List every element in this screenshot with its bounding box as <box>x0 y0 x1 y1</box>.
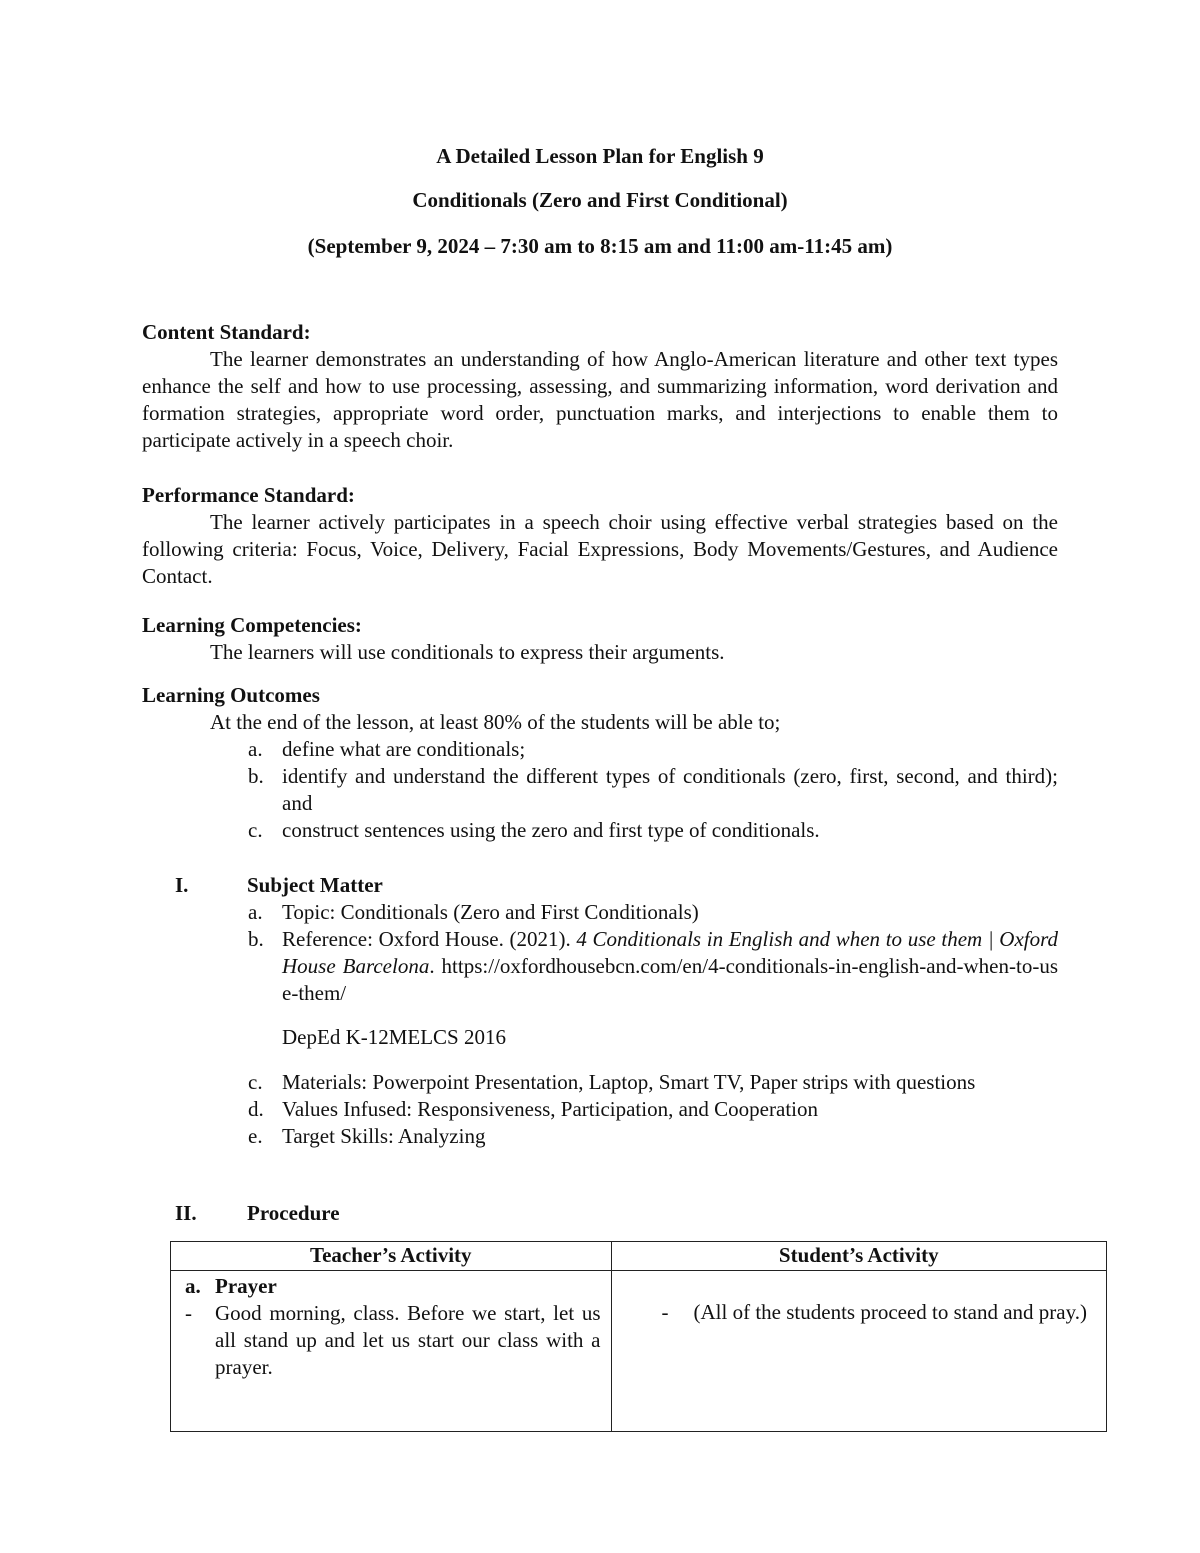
skills-text: Target Skills: Analyzing <box>282 1124 486 1148</box>
teacher-activity-cell <box>171 1271 612 1432</box>
dash-marker: - <box>661 1300 669 1324</box>
student-response <box>652 1299 1096 1326</box>
performance-standard-heading: Performance Standard: <box>142 483 355 507</box>
subject-reference <box>142 926 1058 1007</box>
outcome-marker: a. <box>248 737 263 761</box>
item-marker: d. <box>248 1097 264 1121</box>
section-number: II. <box>175 1201 197 1225</box>
materials-text: Materials: Powerpoint Presentation, Laptop, Smart TV, Paper strips with questions <box>282 1070 976 1094</box>
subject-matter-list <box>142 899 1058 1150</box>
learning-outcomes-intro: At the end of the lesson, at least 80% of the students will be able to; <box>210 710 781 734</box>
section-number: I. <box>175 873 189 897</box>
performance-standard-section <box>142 482 1058 590</box>
content-standard-heading: Content Standard: <box>142 320 311 344</box>
learning-outcomes-section <box>142 682 1058 844</box>
item-marker: c. <box>248 1070 263 1094</box>
section-label: Subject Matter <box>247 873 383 897</box>
teacher-activity-header: Teacher’s Activity <box>171 1242 612 1271</box>
reference-title: 4 Conditionals in English and when to use them | Oxford House Barcelona <box>282 927 1059 978</box>
table-row <box>171 1271 1107 1432</box>
outcome-item <box>142 817 1058 844</box>
table-header-row <box>171 1242 1107 1271</box>
learning-competencies-heading: Learning Competencies: <box>142 613 362 637</box>
teacher-text: Good morning, class. Before we start, let us all stand up and let us start our class with a prayer. <box>215 1301 601 1379</box>
section-label: Procedure <box>247 1201 340 1225</box>
outcome-marker: c. <box>248 818 263 842</box>
reference-link[interactable]: . https://oxfordhousebcn.com/en/4-conditionals-in-english-and-when-to-use-them/ <box>282 954 1058 1005</box>
learning-outcomes-heading: Learning Outcomes <box>142 683 320 707</box>
document-subtitle: Conditionals (Zero and First Conditional) <box>412 188 788 212</box>
dash-marker: - <box>185 1301 192 1325</box>
document-title: A Detailed Lesson Plan for English 9 <box>436 144 764 168</box>
student-text: (All of the students proceed to stand and pray.) <box>693 1300 1087 1324</box>
learning-competencies-text: The learners will use conditionals to express their arguments. <box>210 640 725 664</box>
step-marker: a. <box>185 1274 201 1298</box>
reference-extra-text: DepEd K-12MELCS 2016 <box>282 1025 506 1049</box>
outcome-text: identify and understand the different types of conditionals (zero, first, second, and third); and <box>282 764 1058 815</box>
procedure-table <box>170 1241 1107 1432</box>
performance-standard-text: The learner actively participates in a speech choir using effective verbal strategies based on the following criteria: Focus, Voice, Delivery, Facial Expressions, Body Movements/Gestures, and Audience Contact. <box>142 510 1058 588</box>
student-activity-cell <box>611 1271 1106 1432</box>
outcome-text: define what are conditionals; <box>282 737 526 761</box>
subject-reference-extra <box>142 1024 1058 1051</box>
outcome-item <box>142 763 1058 817</box>
subject-values <box>142 1096 1058 1123</box>
outcome-item <box>142 736 1058 763</box>
learning-competencies-section <box>142 612 1058 666</box>
values-text: Values Infused: Responsiveness, Participation, and Cooperation <box>282 1097 818 1121</box>
item-marker: b. <box>248 927 264 951</box>
document-schedule: (September 9, 2024 – 7:30 am to 8:15 am and 11:00 am-11:45 am) <box>307 234 893 258</box>
student-activity-header: Student’s Activity <box>611 1242 1106 1271</box>
subject-topic <box>142 899 1058 926</box>
topic-text: Topic: Conditionals (Zero and First Conditionals) <box>282 900 699 924</box>
content-standard-section <box>142 319 1058 454</box>
outcome-marker: b. <box>248 764 264 788</box>
teacher-dialogue <box>181 1300 601 1381</box>
outcome-text: construct sentences using the zero and first type of conditionals. <box>282 818 820 842</box>
reference-prefix: Reference: Oxford House. (2021). <box>282 927 577 951</box>
item-marker: a. <box>248 900 263 924</box>
content-standard-text: The learner demonstrates an understanding of how Anglo-American literature and other text types enhance the self and how to use processing, assessing, and summarizing information, word derivation and formation strategies, appropriate word order, punctuation marks, and interjections to enable them to participate actively in a speech choir. <box>142 347 1058 452</box>
subject-materials <box>142 1069 1058 1096</box>
item-marker: e. <box>248 1124 263 1148</box>
step-heading <box>181 1273 601 1300</box>
step-label: Prayer <box>215 1274 277 1298</box>
subject-skills <box>142 1123 1058 1150</box>
